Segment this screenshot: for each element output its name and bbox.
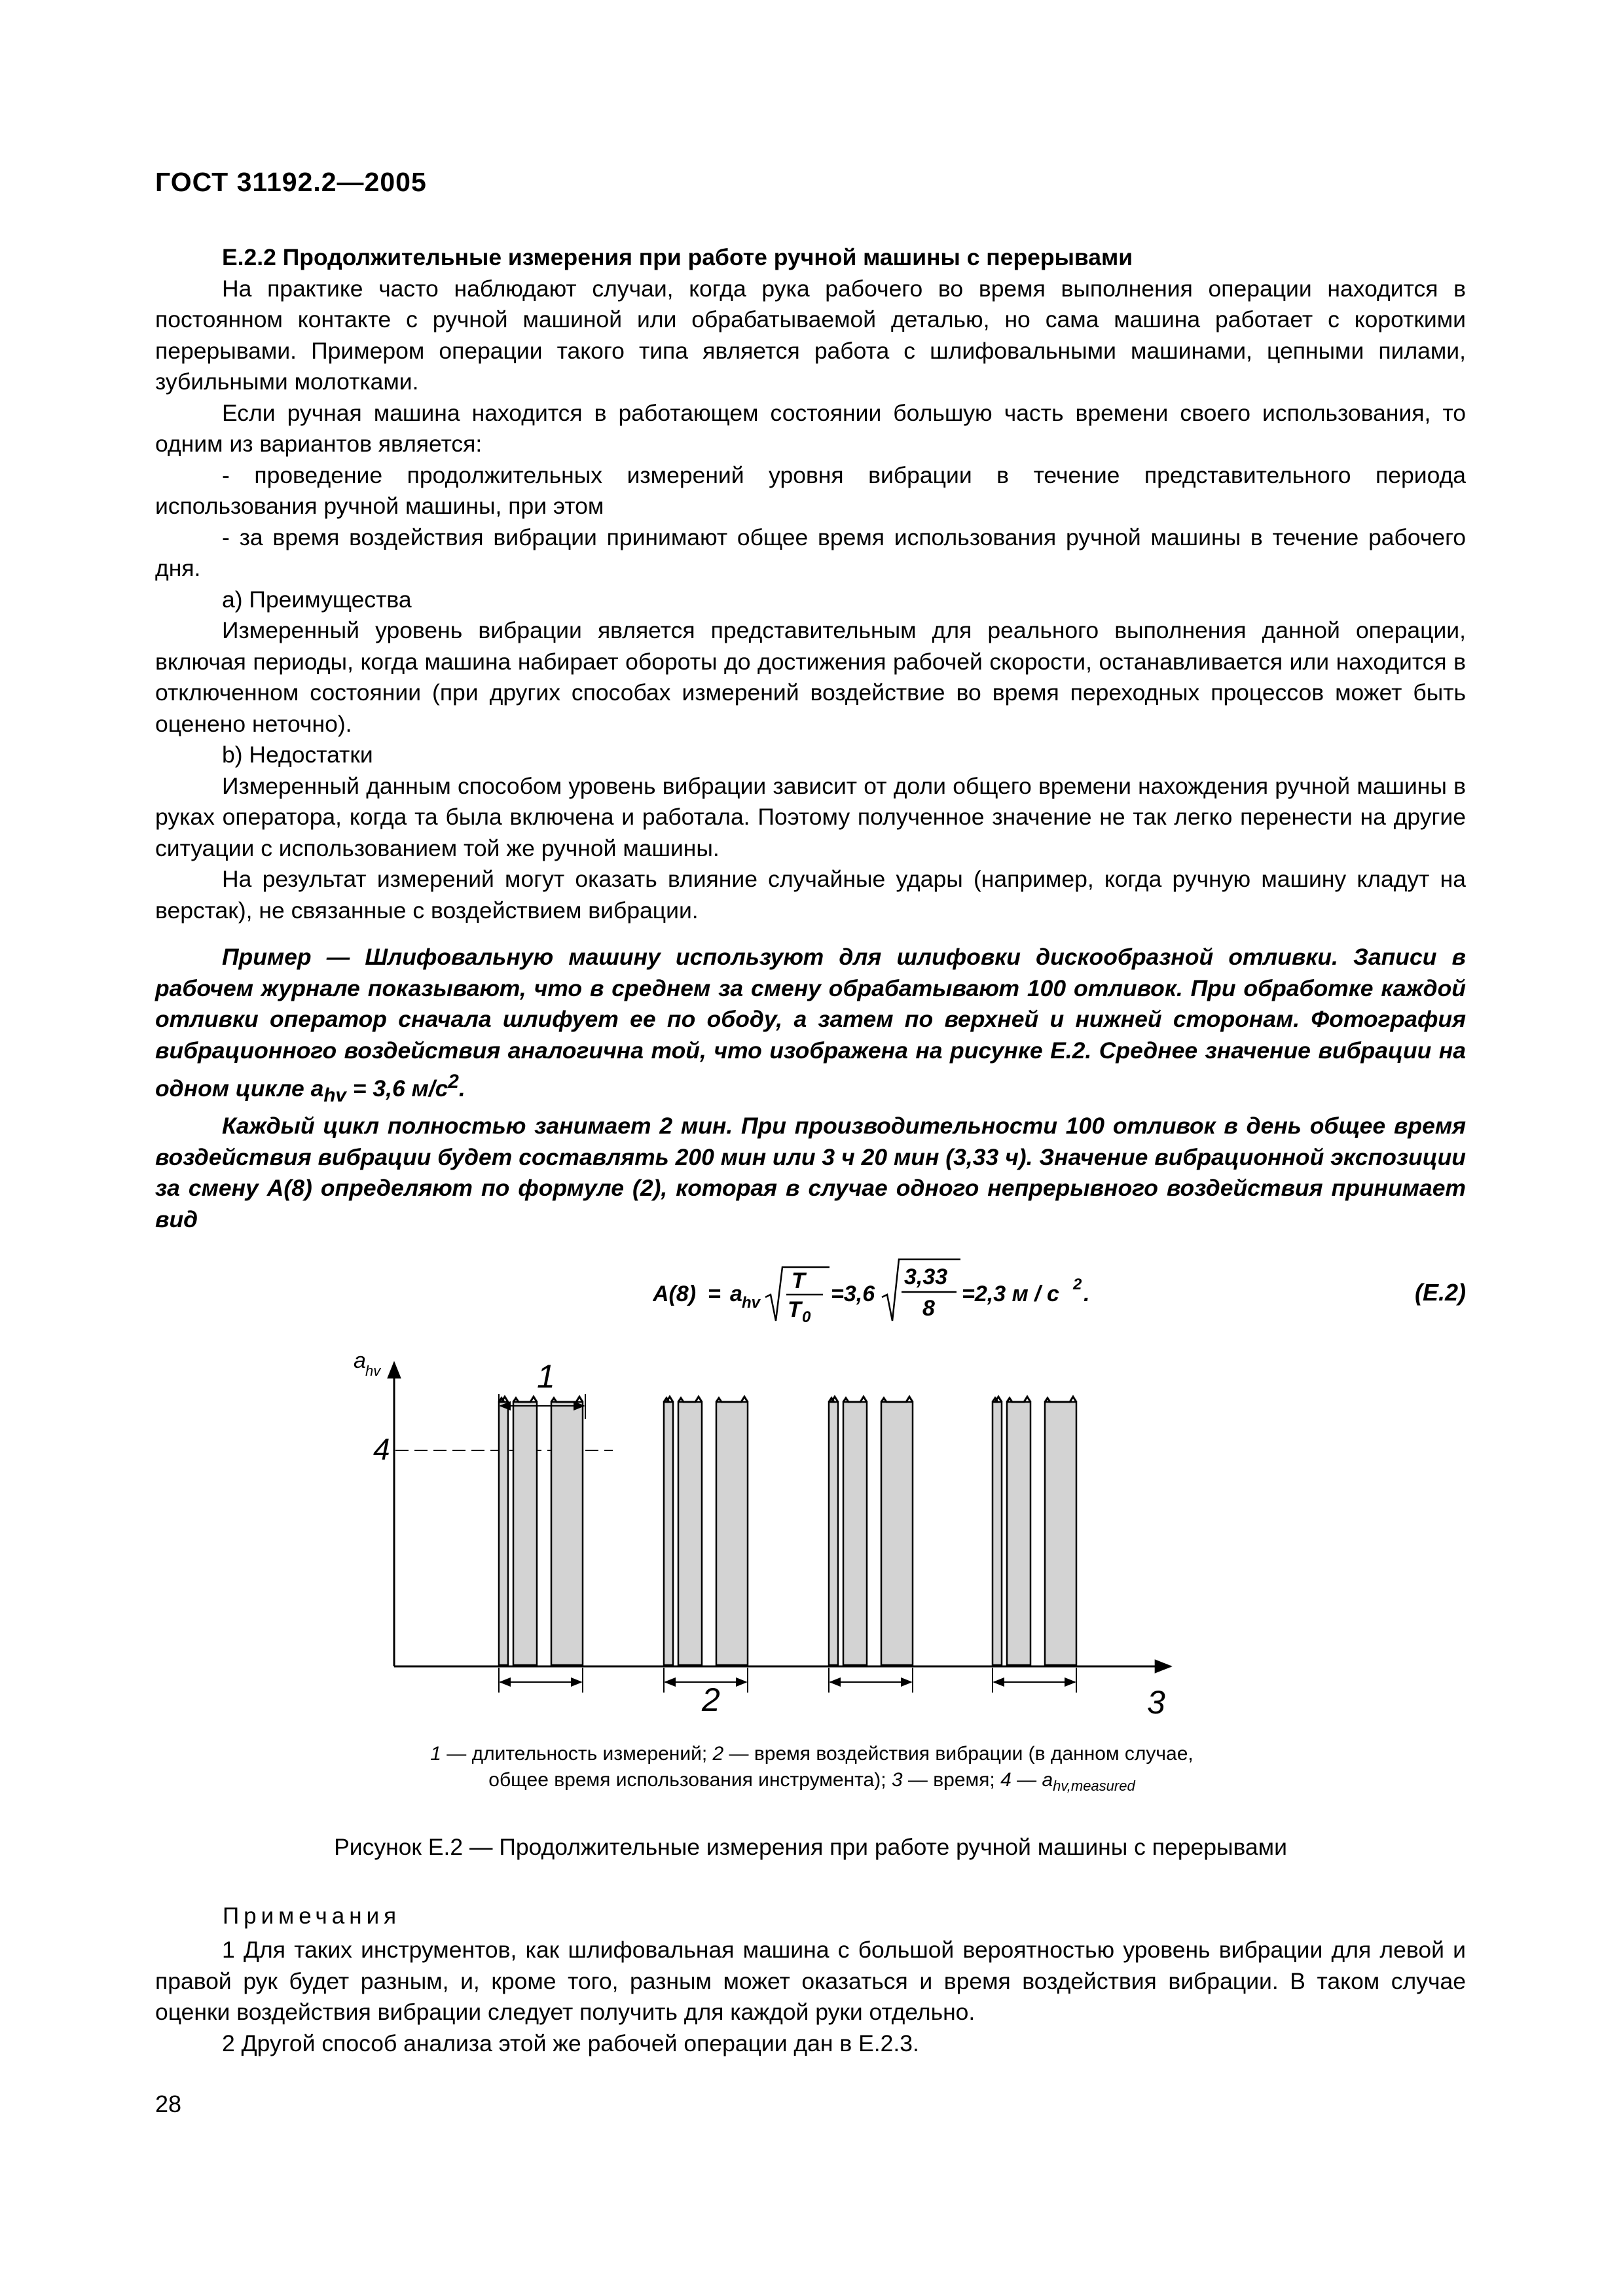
legend-n1: 1: [430, 1743, 441, 1765]
legend-t4: —: [1011, 1769, 1042, 1791]
example-paragraph: [155, 942, 1466, 1111]
label-2: 2: [702, 1681, 720, 1715]
vibration-burst: [1045, 1397, 1076, 1665]
legend-n4: 4: [1000, 1769, 1012, 1791]
legend-line-2: [327, 1767, 1296, 1799]
label-3: 3: [1147, 1684, 1165, 1715]
legend-t2: — время воздействия вибрации (в данном случае,: [723, 1743, 1194, 1765]
paragraph: Измеренный уровень вибрации является представительным для реального выполнения данной операции, включая периоды, когда машина набирает обороты до достижения рабочей скорости, останавливается или находится в отключенном состоянии (при других способах измерений воздействие во время переходных процессов может быть оценено неточно).: [155, 617, 1466, 737]
y-axis-label-sub: hv: [365, 1363, 381, 1379]
vibration-burst: [993, 1397, 1002, 1665]
frac1-denominator-sub: 0: [802, 1308, 811, 1326]
note-2: 2 Другой способ анализа этой же рабочей операции дан в Е.2.3.: [222, 2030, 919, 2056]
label-4: 4: [373, 1432, 390, 1466]
legend-n2: 2: [712, 1743, 724, 1765]
figure-legend: [327, 1741, 1296, 1799]
formula-equals: =: [708, 1282, 721, 1306]
advantages-label: a) Преимущества: [222, 586, 412, 613]
figure-e2: [340, 1335, 1192, 1715]
formula-result-end: .: [1084, 1282, 1090, 1306]
formula-e2: [155, 1244, 1466, 1329]
y-axis-label: a: [354, 1348, 366, 1373]
formula-result-sup: 2: [1073, 1276, 1082, 1293]
note-1: 1 Для таких инструментов, как шлифовальная машина с большой вероятностью уровень вибрации для левой и правой рук будет разным, и, кроме того, разным может оказаться и время воздействия вибрации. В таком случае оценки воздействия вибрации следует получить для каждой руки отдельно.: [155, 1937, 1466, 2025]
legend-line2-text: общее время использования инструмента);: [488, 1769, 892, 1791]
formula-a: a: [730, 1282, 742, 1306]
legend-a-sub: hv,measured: [1053, 1778, 1135, 1794]
example-paragraph-2: Каждый цикл полностью занимает 2 мин. При производительности 100 отливок в день общее время воздействия вибрации будет составлять 200 мин или 3 ч 20 мин (3,33 ч). Значение вибрационной экспозиции за смену A(8) определяют по формуле (2), которая в случае одного непрерывного воздействия принимает вид: [155, 1113, 1466, 1232]
paragraph: - проведение продолжительных измерений уровня вибрации в течение представительного периода использования ручной машины, при этом: [155, 461, 1466, 519]
vibration-burst: [551, 1397, 583, 1665]
frac1-numerator: T: [792, 1268, 805, 1293]
paragraph: На практике часто наблюдают случаи, когда рука рабочего во время выполнения операции находится в постоянном контакте с ручной машиной или обрабатываемой деталью, но сама машина работает с короткими перерывами. Примером операции такого типа является работа с шлифовальными машинами, цепными пилами, зубильными молотками.: [155, 275, 1466, 395]
label-1: 1: [537, 1358, 555, 1395]
example-end: .: [458, 1075, 465, 1102]
notes-body: [155, 1935, 1466, 2059]
vibration-burst: [829, 1397, 838, 1665]
legend-t3: — время;: [902, 1769, 1001, 1791]
legend-t1: — длительность измерений;: [441, 1743, 713, 1765]
vibration-burst: [664, 1397, 673, 1665]
document-header: ГОСТ 31192.2—2005: [155, 167, 427, 197]
paragraph: Если ручная машина находится в работающем состоянии большую часть времени своего использования, то одним из вариантов является:: [155, 399, 1466, 457]
legend-n3: 3: [891, 1769, 903, 1791]
frac1-denominator: T: [788, 1297, 801, 1322]
vibration-burst: [716, 1397, 748, 1665]
section-body: [155, 242, 1466, 1235]
example-text: Пример — Шлифовальную машину используют для шлифовки дискообразной отливки. Записи в рабочем журнале показывают, что в среднем за смену обрабатывают 100 отливок. При обработке каждой отливки оператор сначала шлифует ее по ободу, а затем по верхней и нижней сторонам. Фотография вибрационного воздействия аналогична той, что изображена на рисунке Е.2. Среднее значение вибрации на одном цикле a: [155, 944, 1466, 1102]
legend-line-1: [327, 1741, 1296, 1767]
vibration-burst: [843, 1397, 867, 1665]
formula-number: (Е.2): [1414, 1279, 1466, 1306]
notes-heading: Примечания: [223, 1903, 401, 1929]
formula-result: =2,3 м / с: [962, 1282, 1059, 1306]
example-superscript: 2: [448, 1071, 459, 1092]
paragraph: Измеренный данным способом уровень вибрации зависит от доли общего времени нахождения ручной машины в руках оператора, когда та была включена и работала. Поэтому полученное значение не так легко перенести на другие ситуации с использованием той же ручной машины.: [155, 772, 1466, 861]
section-heading: Е.2.2 Продолжительные измерения при работе ручной машины с перерывами: [222, 244, 1133, 270]
paragraph: На результат измерений могут оказать влияние случайные удары (например, когда ручную машину кладут на верстак), не связанные с воздействием вибрации.: [155, 866, 1466, 924]
vibration-bursts: [499, 1397, 1076, 1665]
vibration-burst: [499, 1397, 508, 1665]
vibration-burst: [881, 1397, 913, 1665]
example-value: = 3,6 м/с: [346, 1075, 448, 1102]
frac2-denominator: 8: [922, 1296, 935, 1321]
vibration-burst: [1007, 1397, 1030, 1665]
figure-caption: Рисунок Е.2 — Продолжительные измерения при работе ручной машины с перерывами: [334, 1834, 1287, 1860]
disadvantages-label: b) Недостатки: [222, 742, 373, 768]
figure-drawing: [340, 1335, 1192, 1715]
formula-mid: =3,6: [831, 1282, 875, 1306]
frac2-numerator: 3,33: [904, 1265, 948, 1289]
paragraph: - за время воздействия вибрации принимают общее время использования ручной машины в течение рабочего дня.: [155, 524, 1466, 581]
page-number: 28: [155, 2090, 182, 2117]
vibration-burst: [513, 1397, 537, 1665]
exposure-duration-arrows: [499, 1668, 1076, 1693]
example-subscript: hv: [323, 1084, 346, 1106]
formula-expression: [653, 1244, 1262, 1329]
vibration-burst: [678, 1397, 702, 1665]
legend-a: a: [1042, 1769, 1053, 1791]
formula-lhs: A(8): [653, 1282, 697, 1306]
formula-a-sub: hv: [742, 1294, 761, 1312]
